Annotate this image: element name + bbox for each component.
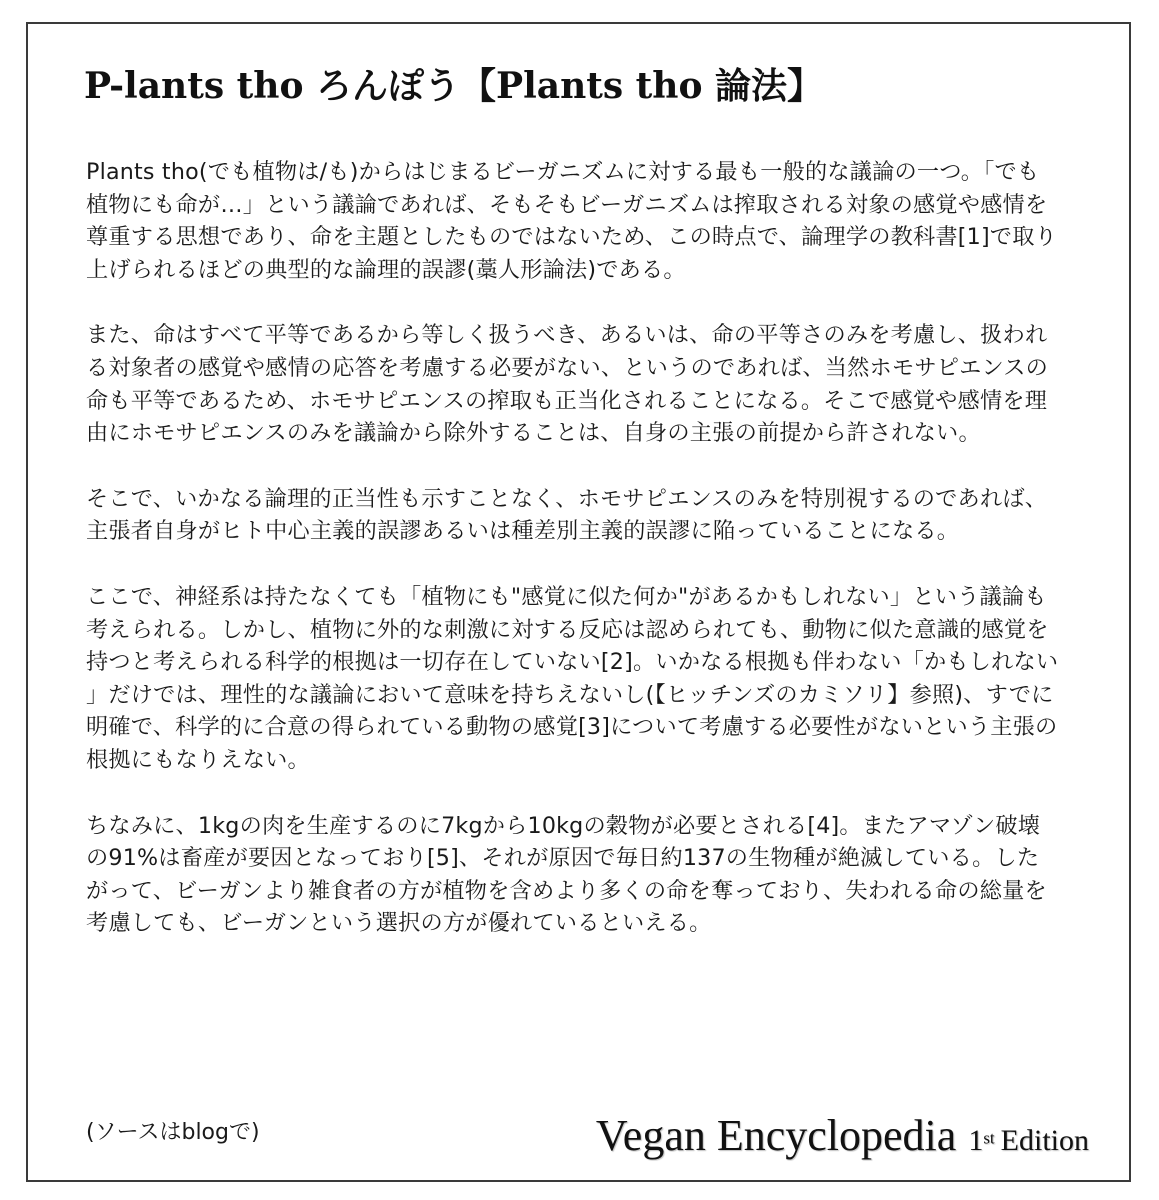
paragraph-5: ちなみに、1kgの肉を生産するのに7kgから10kgの穀物が必要とされる[4]。またアマゾン破壊の91%は畜産が要因となっており[5]、それが原因で毎日約137の生物種が絶滅している。したがって、ビーガンより雑食者の方が植物を含めより多くの命を奪っており、失われる命の総量を考慮しても、ビーガンという選択の方が優れているといえる。 — [86, 812, 1047, 937]
paragraph-1: Plants tho(でも植物は/も)からはじまるビーガニズムに対する最も一般的な議論の一つ。「でも植物にも命が…」という議論であれば、そもそもビーガニズムは搾取される対象の感覚や感情を尊重する思想であり、命を主題としたものではないため、この時点で、論理学の教科書[1]で取り上げられるほどの典型的な論理的誤謬(藁人形論法)である。 — [86, 159, 1057, 283]
edition-ordinal-suffix: st — [983, 1128, 995, 1148]
article-body — [86, 156, 1061, 973]
source-note: (ソースはblogで) — [86, 1120, 260, 1145]
edition-title: Vegan Encyclopedia — [595, 1111, 957, 1160]
page-title: P-lants tho ろんぽう【Plants tho 論法】 — [84, 65, 824, 107]
paragraph-3: そこで、いかなる論理的正当性も示すことなく、ホモサピエンスのみを特別視するのであれば、主張者自身がヒト中心主義的誤謬あるいは種差別主義的誤謬に陥っていることになる。 — [86, 485, 1048, 545]
edition-number: 1 — [968, 1124, 984, 1157]
paragraph-4: ここで、神経系は持たなくても「植物にも"感覚に似た何か"があるかもしれない」という議論も考えられる。しかし、植物に外的な刺激に対する反応は認められても、動物に似た意識的感覚を持つと考えられる科学的根拠は一切存在していない[2]。いかなる根拠も伴わない「かもしれない」だけでは、理性的な議論において意味を持ちえないし(【ヒッチンズのカミソリ】参照)、すでに明確で、科学的に合意の得られている動物の感覚[3]について考慮する必要性がないという主張の根拠にもなりえない。 — [86, 583, 1059, 773]
paragraph-2: また、命はすべて平等であるから等しく扱うべき、あるいは、命の平等さのみを考慮し、扱われる対象者の感覚や感情の応答を考慮する必要がない、というのであれば、当然ホモサピエンスの命も平等であるため、ホモサピエンスの搾取も正当化されることになる。そこで感覚や感情を理由にホモサピエンスのみを議論から除外することは、自身の主張の前提から許されない。 — [86, 322, 1048, 447]
edition-label — [596, 1108, 1089, 1164]
edition-word: Edition — [1000, 1124, 1089, 1157]
